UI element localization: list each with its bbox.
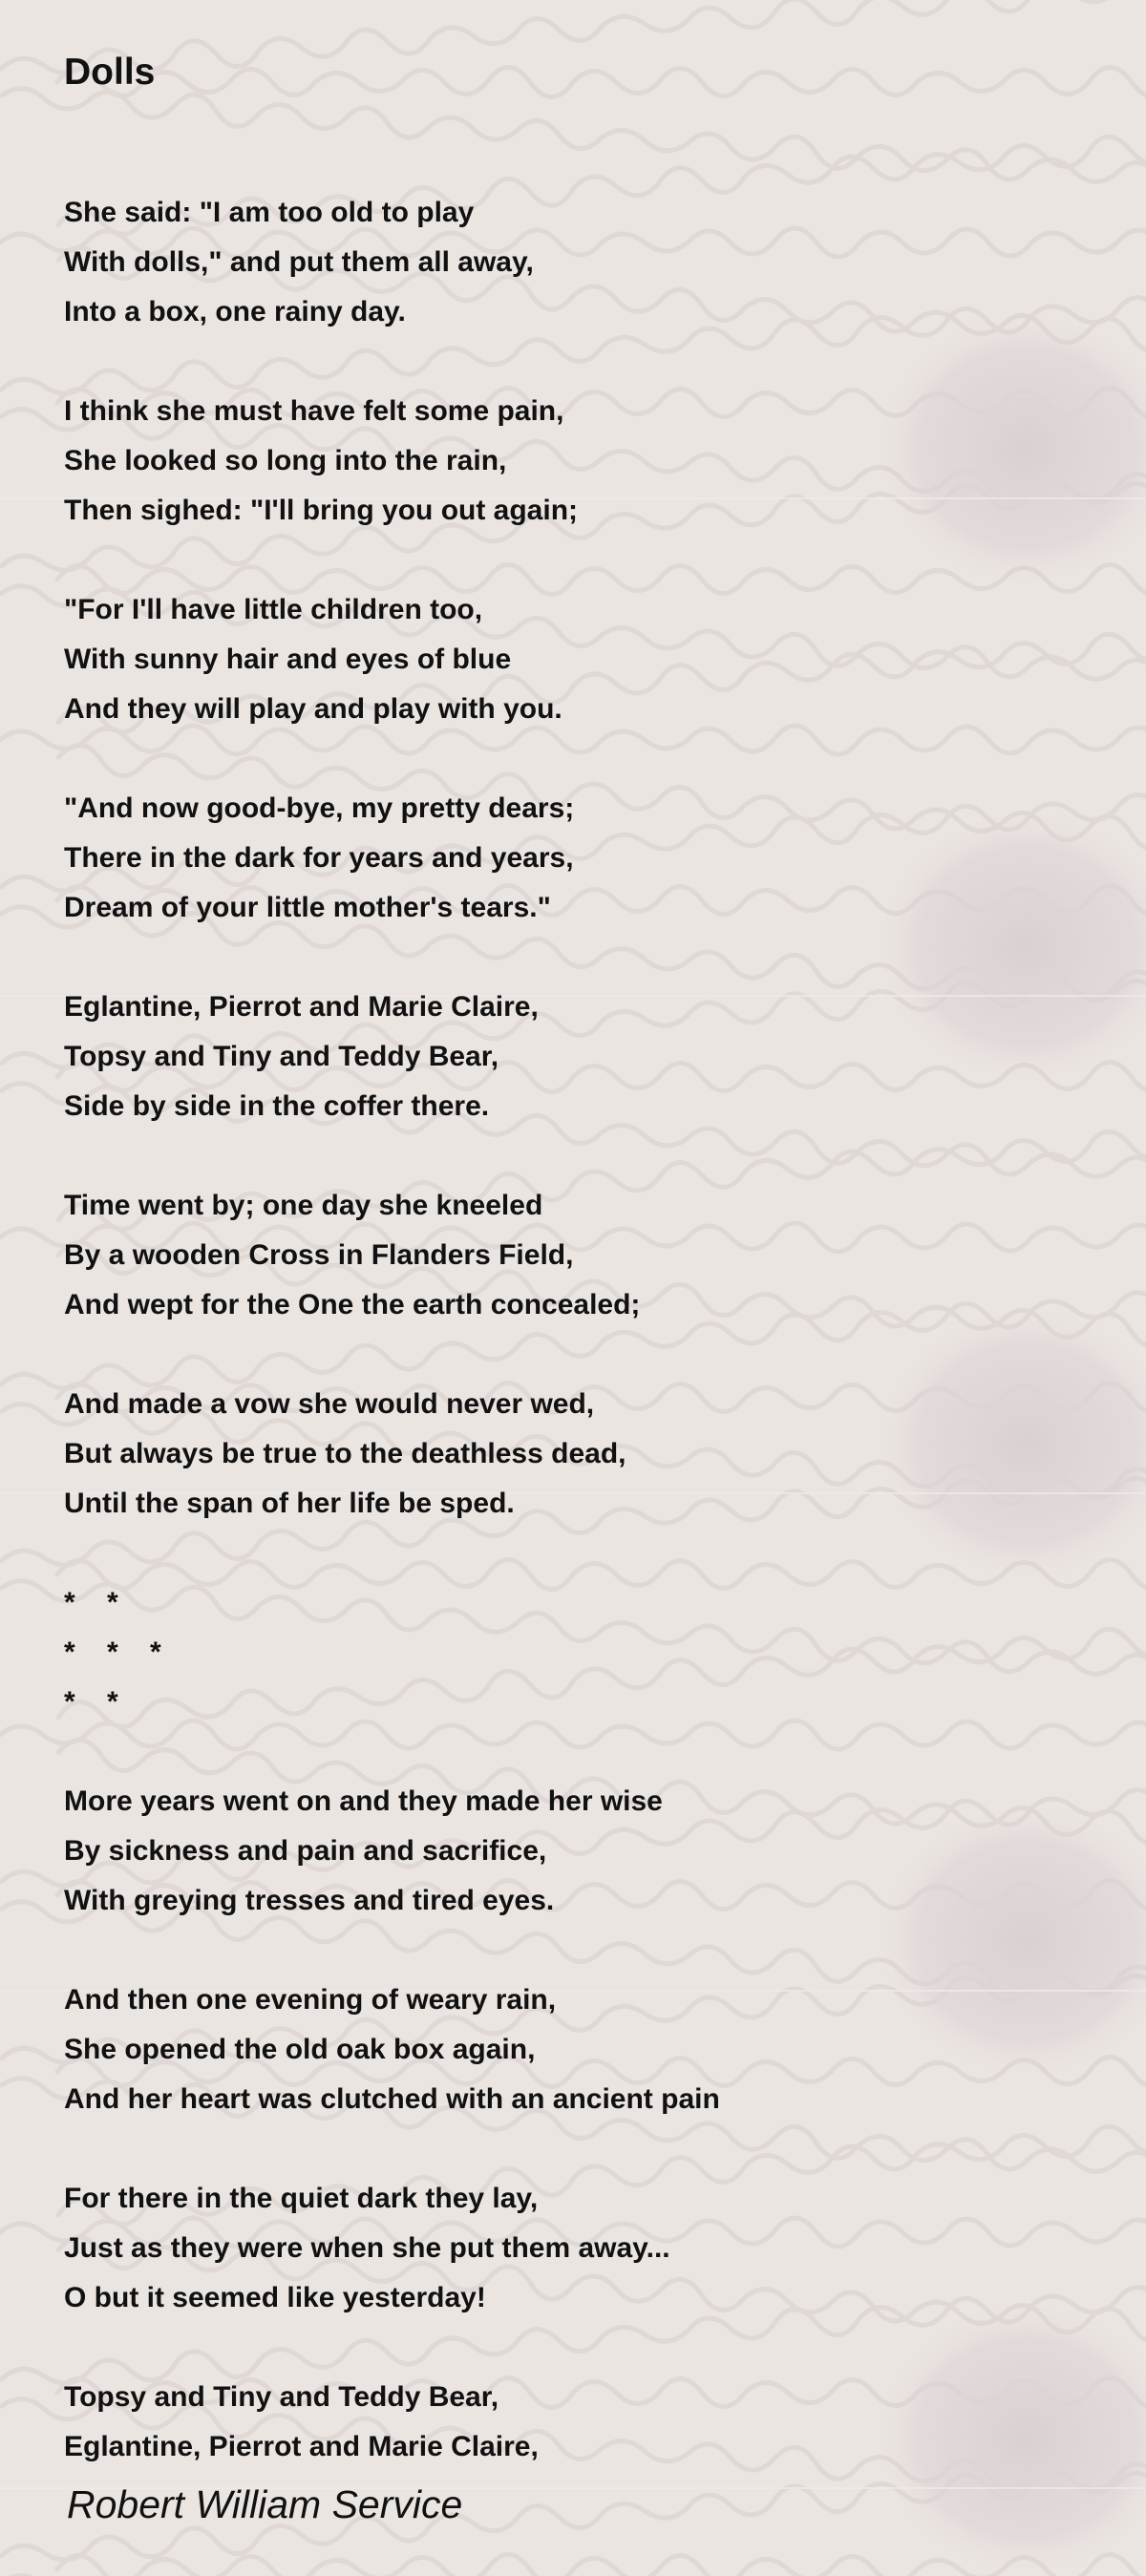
poem-line: There in the dark for years and years, — [64, 842, 574, 874]
stanza — [64, 1578, 1095, 1727]
poem-line: With greying tresses and tired eyes. — [64, 1885, 555, 1916]
stanza — [64, 1380, 1095, 1529]
poem-line: With dolls," and put them all away, — [64, 246, 534, 278]
stanza — [64, 1975, 1095, 2124]
stanza — [64, 1181, 1095, 1330]
poem-body — [64, 188, 1095, 2472]
poem-line: "And now good-bye, my pretty dears; — [64, 792, 575, 824]
poem-line: And then one evening of weary rain, — [64, 1984, 557, 2016]
poem-line: But always be true to the deathless dead, — [64, 1438, 626, 1469]
poem-line: Topsy and Tiny and Teddy Bear, — [64, 1041, 499, 1072]
stanza — [64, 2174, 1095, 2323]
poem-author: Robert William Service — [67, 2482, 463, 2526]
stanza — [64, 585, 1095, 734]
poem-container — [64, 48, 1095, 2522]
poem-line: I think she must have felt some pain, — [64, 395, 564, 427]
stanza — [64, 784, 1095, 933]
poem-line: Into a box, one rainy day. — [64, 296, 406, 327]
poem-line: O but it seemed like yesterday! — [64, 2282, 486, 2313]
poem-line: And her heart was clutched with an ancient pain — [64, 2083, 720, 2115]
poem-line: And wept for the One the earth concealed; — [64, 1289, 641, 1320]
poem-title: Dolls — [64, 52, 156, 93]
poem-line: She opened the old oak box again, — [64, 2034, 536, 2065]
poem-line: More years went on and they made her wise — [64, 1785, 663, 1817]
poem-line: By sickness and pain and sacrifice, — [64, 1835, 547, 1867]
poem-line: Time went by; one day she kneeled — [64, 1190, 543, 1221]
poem-line: And made a vow she would never wed, — [64, 1388, 595, 1420]
poem-line: Eglantine, Pierrot and Marie Claire, — [64, 991, 539, 1023]
stanza — [64, 188, 1095, 337]
poem-line: Side by side in the coffer there. — [64, 1090, 490, 1122]
poem-line: "For I'll have little children too, — [64, 594, 483, 625]
poem-line: Just as they were when she put them away... — [64, 2232, 670, 2264]
poem-line: Dream of your little mother's tears." — [64, 892, 551, 923]
stanza — [64, 2373, 1095, 2472]
poem-line: Eglantine, Pierrot and Marie Claire, — [64, 2431, 539, 2462]
stanza — [64, 387, 1095, 536]
poem-line: Then sighed: "I'll bring you out again; — [64, 495, 579, 526]
poem-line: With sunny hair and eyes of blue — [64, 644, 512, 675]
stanza — [64, 982, 1095, 1131]
poem-line: Until the span of her life be sped. — [64, 1488, 515, 1519]
stanza — [64, 1777, 1095, 1926]
poem-line: She looked so long into the rain, — [64, 445, 507, 476]
poem-line: Topsy and Tiny and Teddy Bear, — [64, 2381, 499, 2413]
poem-line: * * — [64, 1686, 118, 1718]
poem-line: * * * — [64, 1636, 161, 1668]
poem-line: For there in the quiet dark they lay, — [64, 2183, 539, 2214]
poem-line: By a wooden Cross in Flanders Field, — [64, 1239, 574, 1271]
poem-line: She said: "I am too old to play — [64, 197, 475, 228]
poem-line: And they will play and play with you. — [64, 693, 562, 725]
poem-line: * * — [64, 1587, 118, 1618]
